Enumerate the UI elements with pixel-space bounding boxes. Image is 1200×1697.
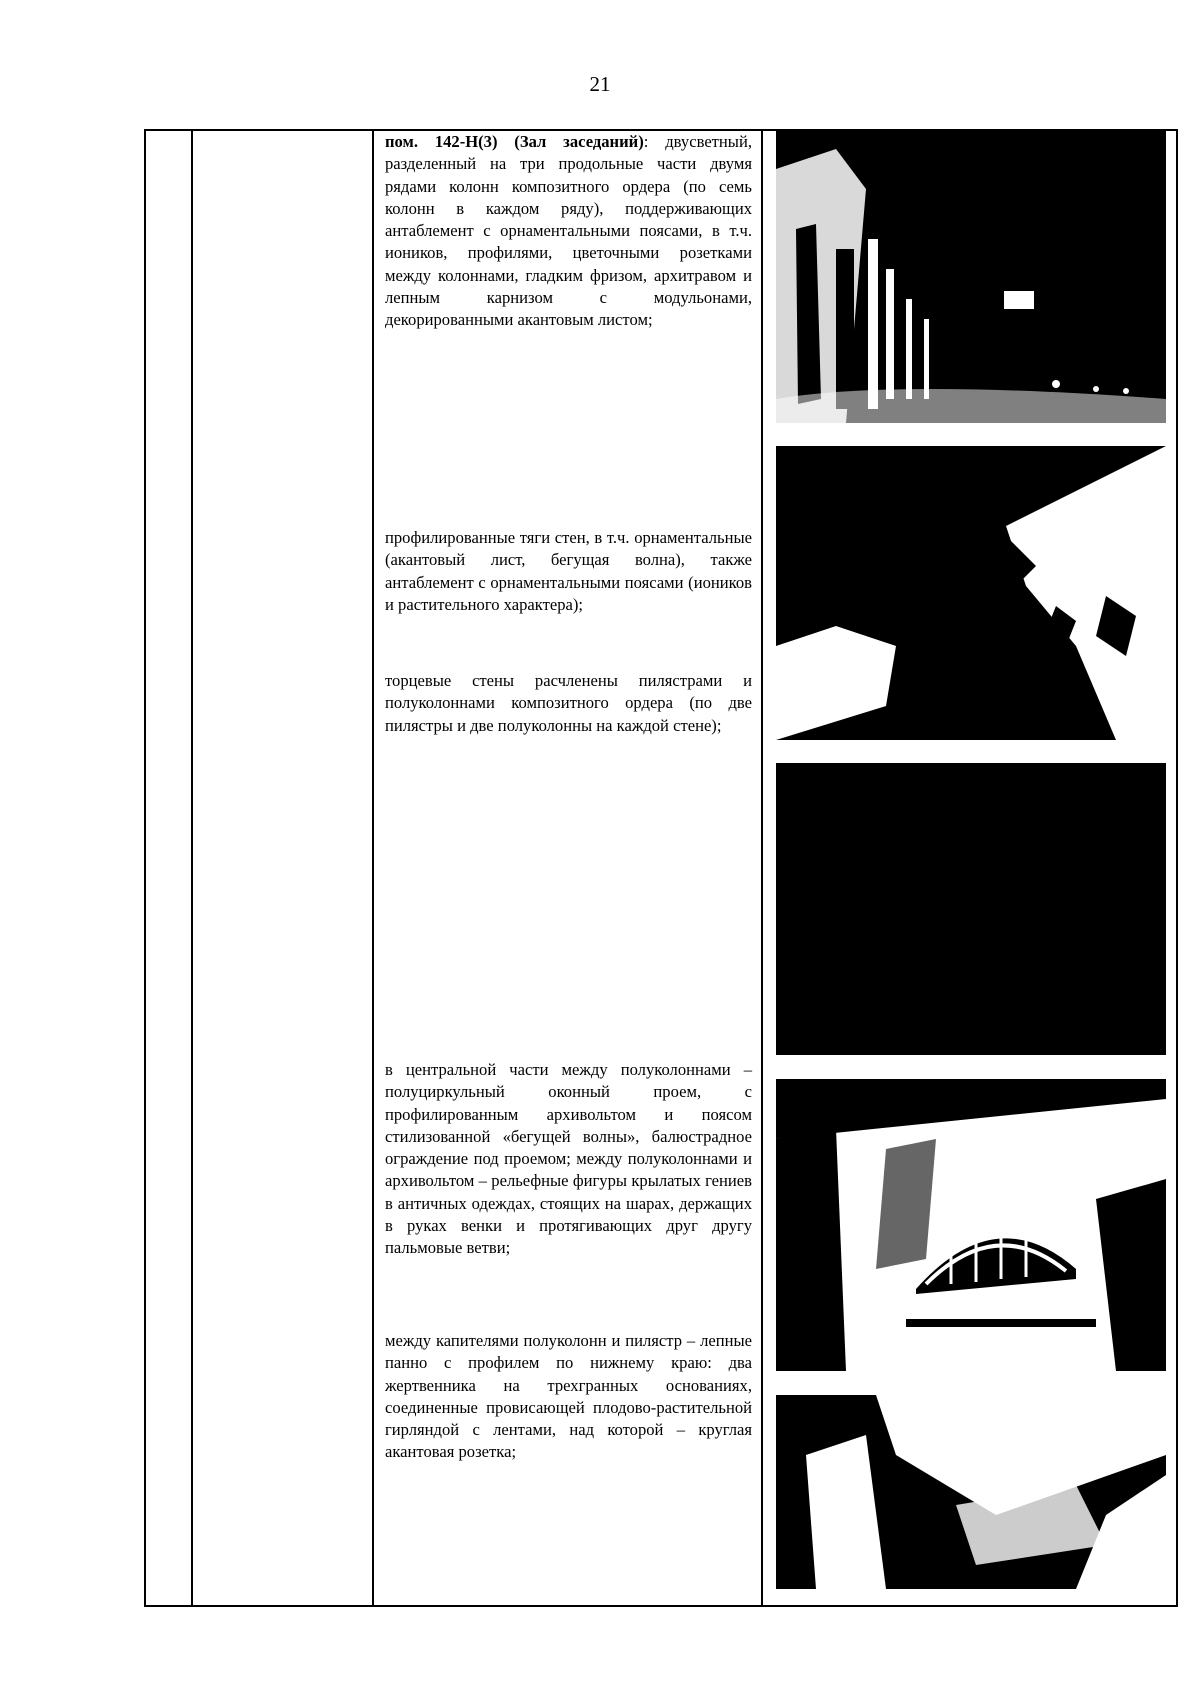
- description-paragraph-1: [385, 131, 752, 332]
- description-paragraph-3: торцевые стены расчленены пилястрами и полуколоннами композитного ордера (по две пилястры и две полуколонны на каждой стене);: [385, 671, 752, 735]
- room-heading: пом. 142-Н(3) (Зал заседаний): [385, 132, 644, 151]
- table-bottom-border: [144, 1605, 1178, 1607]
- column-border-2: [191, 129, 193, 1607]
- description-paragraph-5: между капителями полуколонн и пилястр – лепные панно с профилем по нижнему краю: два жертвенника на трехгранных основаниях, соединенные провисающей плодово-растительной гирляндой с лентами, над которой – круглая акантовая розетка;: [385, 1331, 752, 1462]
- arched-window-photo: [776, 1079, 1166, 1371]
- wall-cornice-photo: [776, 446, 1166, 740]
- capital-panel-photo: [776, 1395, 1166, 1589]
- column-border-5: [1176, 129, 1178, 1607]
- column-border-4: [761, 129, 763, 1607]
- dark-photo: [776, 763, 1166, 1055]
- column-border-1: [144, 129, 146, 1607]
- description-paragraph-2: профилированные тяги стен, в т.ч. орнаментальные (акантовый лист, бегущая волна), также антаблемент с орнаментальными поясами (иоников и растительного характера);: [385, 528, 752, 614]
- description-paragraph-4: в центральной части между полуколоннами – полуциркульный оконный проем, с профилированным архивольтом и поясом стилизованной «бегущей волны», балюстрадное ограждение под проемом; между полуколоннами и архивольтом – рельефные фигуры крылатых гениев в античных одеждах, стоящих на шарах, держащих в руках венки и протягивающих друг другу пальмовые ветви;: [385, 1060, 752, 1258]
- hall-colonnade-photo: [776, 129, 1166, 423]
- column-border-3: [372, 129, 374, 1607]
- page-number: 21: [589, 72, 611, 96]
- heading-colon: :: [643, 132, 649, 151]
- paragraph-text: двусветный, разделенный на три продольные части двумя рядами колонн композитного ордера (по семь колонн в каждом ряду), поддерживающих антаблемент с орнаментальными поясами, в т.ч. иоников, профилями, цветочными розетками между колоннами, гладким фризом, архитравом и лепным карнизом с модульонами, декорированными акантовым листом;: [385, 132, 752, 330]
